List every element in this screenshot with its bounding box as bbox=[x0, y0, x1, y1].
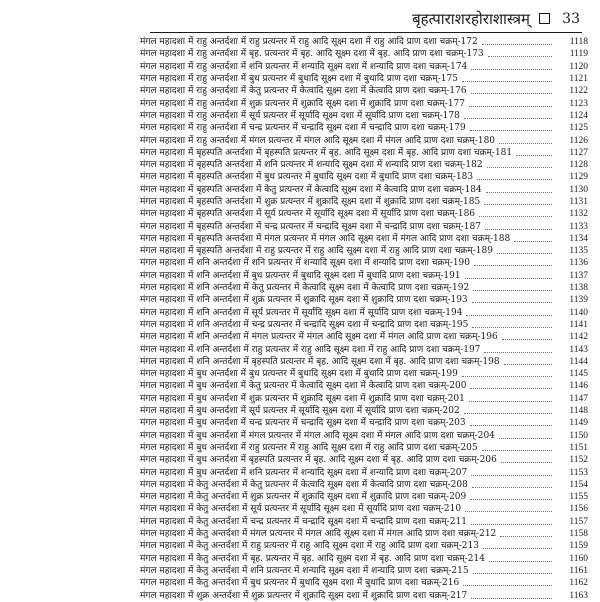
dot-leader bbox=[499, 142, 552, 144]
toc-entry-title: मंगल महादशा में बुध अन्तर्दशा में सूर्य प्रत्यन्तर में सूर्यादि सूक्ष्म दशा में सूर्यादि प्राण दशा चक्रम्-202 bbox=[140, 406, 460, 417]
dot-leader bbox=[485, 228, 552, 230]
toc-entry-title: मंगल महादशा में राहु अन्तर्दशा में बृह. प्रत्यन्तर में बृह. आदि सूक्ष्म दशा में बृह. आदि प्राण दशा चक्रम्-173 bbox=[140, 49, 484, 60]
toc-entry-page: 1128 bbox=[569, 160, 588, 171]
toc-entry bbox=[140, 368, 588, 380]
dot-leader bbox=[464, 117, 552, 119]
toc-entry-title: मंगल महादशा में शनि अन्तर्दशा में बुध प्रत्यन्तर में बुधादि सूक्ष्म दशा में बुधादि प्राण दशा चक्रम्-191 bbox=[140, 270, 461, 281]
toc-entry-page: 1124 bbox=[569, 110, 588, 121]
dot-leader bbox=[465, 277, 552, 279]
toc-entry-page: 1130 bbox=[569, 184, 588, 195]
toc-entry-title: मंगल महादशा में शनि अन्तर्दशा में राहु प्रत्यन्तर में राहु आदि सूक्ष्म दशा में राहु आदि प्राण दशा चक्रम्-197 bbox=[140, 344, 481, 355]
toc-entry-page: 1136 bbox=[569, 258, 588, 269]
dot-leader bbox=[470, 129, 552, 131]
toc-entry-page: 1118 bbox=[569, 37, 588, 48]
toc-entry bbox=[140, 442, 588, 454]
toc-entry bbox=[140, 307, 588, 319]
toc-entry bbox=[140, 233, 588, 245]
toc-entry-page: 1134 bbox=[569, 233, 588, 244]
toc-entry-title: मंगल महादशा में बुध अन्तर्दशा में राहु प्रत्यन्तर में राहु आदि सूक्ष्म दशा में राहु आदि प्राण दशा चक्रम्-205 bbox=[140, 442, 478, 453]
toc-entry-page: 1162 bbox=[569, 578, 588, 589]
toc-entry-page: 1140 bbox=[569, 307, 588, 318]
toc-entry-title: मंगल महादशा में राहु अन्तर्दशा में राहु प्रत्यन्तर में राहु आदि सूक्ष्म दशा में राहु आदि प्राण दशा चक्रम्-172 bbox=[140, 37, 478, 48]
dot-leader bbox=[477, 178, 552, 180]
dot-leader bbox=[472, 301, 552, 303]
toc-entry-page: 1127 bbox=[569, 147, 588, 158]
toc-entry-title: मंगल महादशा में राहु अन्तर्दशा में सूर्य प्रत्यन्तर में सूर्यादि सूक्ष्म दशा में सूर्यादि प्राण दशा चक्रम्-178 bbox=[140, 110, 460, 121]
toc-entry-page: 1138 bbox=[569, 283, 588, 294]
toc-entry-title: मंगल महादशा में शनि अन्तर्दशा में सूर्य प्रत्यन्तर में सूर्यादि सूक्ष्म दशा में सूर्यादि प्राण दशा चक्रम्-194 bbox=[140, 307, 463, 318]
toc-entry bbox=[140, 48, 588, 60]
dot-leader bbox=[471, 523, 552, 525]
toc-entry bbox=[140, 36, 588, 48]
toc-entry-title: मंगल महादशा में केतु अन्तर्दशा में शनि प्रत्यन्तर में शन्यादि सूक्ष्म दशा में शन्यादि प्राण दशा चक्रम्-215 bbox=[140, 565, 469, 576]
running-header bbox=[0, 8, 600, 30]
toc-entry bbox=[140, 122, 588, 134]
toc-entry bbox=[140, 417, 588, 429]
toc-entry bbox=[140, 331, 588, 343]
toc-entry-page: 1135 bbox=[569, 246, 588, 257]
toc-entry bbox=[140, 503, 588, 515]
toc-entry-title: मंगल महादशा में राहु अन्तर्दशा में केतु प्रत्यन्तर में केत्वादि सूक्ष्म दशा में केत्वादि प्राण दशा चक्रम्-176 bbox=[140, 86, 467, 97]
dot-leader bbox=[473, 289, 552, 291]
toc-entry-page: 1141 bbox=[569, 319, 588, 330]
toc-entry-title: मंगल महादशा में बृहस्पति अन्तर्दशा में बुध प्रत्यन्तर में बुधादि सूक्ष्म दशा में बुधादि प्राण दशा चक्रम्-183 bbox=[140, 172, 474, 183]
toc-entry-title: मंगल महादशा में बृहस्पति अन्तर्दशा में मंगल प्रत्यन्तर में मंगल आदि सूक्ष्म दशा में मंगल आदि प्राण दशा चक्रम्-188 bbox=[140, 233, 511, 244]
toc-entry bbox=[140, 528, 588, 540]
toc-entry-title: मंगल महादशा में केतु अन्तर्दशा में चन्द्र प्रत्यन्तर में चन्द्रादि सूक्ष्म दशा में चन्द्रादि प्राण दशा चक्रम्-211 bbox=[140, 516, 467, 527]
dot-leader bbox=[470, 498, 552, 500]
toc-entry-page: 1145 bbox=[569, 369, 588, 380]
toc-entry-title: मंगल महादशा में बुध अन्तर्दशा में चन्द्र प्रत्यन्तर में चन्द्रादि सूक्ष्म दशा में चन्द्रादि प्राण दशा चक्रम्-203 bbox=[140, 418, 466, 429]
toc-entry-page: 1159 bbox=[569, 541, 588, 552]
toc-entry-page: 1120 bbox=[569, 61, 588, 72]
toc-entry-title: मंगल महादशा में केतु अन्तर्दशा में मंगल प्रत्यन्तर में मंगल आदि सूक्ष्म दशा में मंगल आदि प्राण दशा चक्रम्-212 bbox=[140, 529, 497, 540]
dot-leader bbox=[469, 400, 552, 402]
toc-entry bbox=[140, 220, 588, 232]
toc-entry bbox=[140, 245, 588, 257]
toc-entry bbox=[140, 343, 588, 355]
toc-entry-title: मंगल महादशा में बृहस्पति अन्तर्दशा में सूर्य प्रत्यन्तर में सूर्यादि सूक्ष्म दशा में सूर्यादि प्राण दशा चक्रम्-186 bbox=[140, 209, 476, 220]
toc-entry-page: 1133 bbox=[569, 221, 588, 232]
toc-entry bbox=[140, 540, 588, 552]
toc-entry bbox=[140, 405, 588, 417]
toc-entry-title: मंगल महादशा में बुध अन्तर्दशा में बुध प्रत्यन्तर में बुधादि सूक्ष्म दशा में बुधादि प्राण दशा चक्रम्-199 bbox=[140, 369, 458, 380]
toc-entry-title: मंगल महादशा में राहु अन्तर्दशा में मंगल प्रत्यन्तर में मंगल आदि सूक्ष्म दशा में मंगल आदि प्राण दशा चक्रम्-180 bbox=[140, 135, 496, 146]
toc-entry-page: 1137 bbox=[569, 270, 588, 281]
toc-entry bbox=[140, 134, 588, 146]
dot-leader bbox=[471, 68, 552, 70]
toc-entry-page: 1143 bbox=[569, 344, 588, 355]
dot-leader bbox=[500, 535, 552, 537]
toc-entry-title: मंगल महादशा में केतु अन्तर्दशा में सूर्य प्रत्यन्तर में सूर्यादि सूक्ष्म दशा में सूर्यादि प्राण दशा चक्रम्-210 bbox=[140, 504, 462, 515]
dot-leader bbox=[497, 252, 552, 254]
toc-entry-page: 1153 bbox=[569, 467, 588, 478]
toc-entry-title: मंगल महादशा में राहु अन्तर्दशा में शनि प्रत्यन्तर में शन्यादि सूक्ष्म दशा में शन्यादि प्राण दशा चक्रम्-174 bbox=[140, 61, 468, 72]
header-rule bbox=[150, 32, 582, 33]
toc-entry-title: मंगल महादशा में केतु अन्तर्दशा में बृह. प्रत्यन्तर में बृह. आदि सूक्ष्म दशा में बृह. आदि प्राण दशा चक्रम्-214 bbox=[140, 553, 485, 564]
toc-entry-title: मंगल महादशा में शनि अन्तर्दशा में शुक्र प्रत्यन्तर में शुक्रादि सूक्ष्म दशा में शुक्रादि प्राण दशा चक्रम्-193 bbox=[140, 295, 468, 306]
toc-entry-page: 1148 bbox=[569, 406, 588, 417]
toc-entry-page: 1157 bbox=[569, 516, 588, 527]
dot-leader bbox=[482, 449, 552, 451]
toc-entry bbox=[140, 516, 588, 528]
dot-leader bbox=[470, 387, 552, 389]
toc-entry bbox=[140, 430, 588, 442]
toc-entry-page: 1125 bbox=[569, 123, 588, 134]
toc-entry bbox=[140, 73, 588, 85]
dot-leader bbox=[514, 240, 552, 242]
toc-entry-page: 1147 bbox=[569, 393, 588, 404]
dot-leader bbox=[473, 572, 552, 574]
dot-leader bbox=[471, 597, 552, 599]
toc-entry-page: 1151 bbox=[569, 442, 588, 453]
toc-entry bbox=[140, 552, 588, 564]
dot-leader bbox=[487, 166, 552, 168]
dot-leader bbox=[488, 55, 552, 57]
toc-entry-title: मंगल महादशा में राहु अन्तर्दशा में बुध प्रत्यन्तर में बुधादि सूक्ष्म दशा में बुधादि प्राण दशा चक्रम्-175 bbox=[140, 74, 458, 85]
toc-entry bbox=[140, 184, 588, 196]
toc-entry bbox=[140, 577, 588, 589]
toc-entry bbox=[140, 196, 588, 208]
toc-entry bbox=[140, 294, 588, 306]
toc-entry bbox=[140, 565, 588, 577]
dot-leader bbox=[472, 486, 552, 488]
toc-entry bbox=[140, 97, 588, 109]
toc-entry-page: 1161 bbox=[569, 565, 588, 576]
book-title: बृहत्पाराशरहोराशास्त्रम् bbox=[412, 10, 530, 28]
dot-leader bbox=[470, 424, 552, 426]
square-ornament-icon bbox=[539, 13, 550, 24]
toc-entry-page: 1122 bbox=[569, 86, 588, 97]
toc-entry-title: मंगल महादशा में शनि अन्तर्दशा में केतु प्रत्यन्तर में केत्वादि सूक्ष्म दशा में केत्वादि प्राण दशा चक्रम्-192 bbox=[140, 283, 470, 294]
toc-entry-title: मंगल महादशा में बुध अन्तर्दशा में मंगल प्रत्यन्तर में मंगल आदि सूक्ष्म दशा में मंगल आदि प्राण दशा चक्रम्-204 bbox=[140, 430, 495, 441]
dot-leader bbox=[504, 363, 552, 365]
toc-entry bbox=[140, 171, 588, 183]
toc-entry-title: मंगल महादशा में केतु अन्तर्दशा में शुक्र प्रत्यन्तर में शुक्रादि सूक्ष्म दशा में शुक्रादि प्राण दशा चक्रम्-209 bbox=[140, 492, 467, 503]
toc-entry bbox=[140, 61, 588, 73]
toc-entry-title: मंगल महादशा में बृहस्पति अन्तर्दशा में बृहस्पति प्रत्यन्तर में बृह. आदि सूक्ष्म दशा में बृह. आदि प्राण दशा चक्रम्-181 bbox=[140, 147, 513, 158]
toc-entry-page: 1150 bbox=[569, 430, 588, 441]
dot-leader bbox=[462, 80, 552, 82]
dot-leader bbox=[501, 461, 552, 463]
toc-entry-title: मंगल महादशा में बृहस्पति अन्तर्दशा में शनि प्रत्यन्तर में शन्यादि सूक्ष्म दशा में शन्यादि प्राण दशा चक्रम्-182 bbox=[140, 160, 483, 171]
toc-entry bbox=[140, 257, 588, 269]
dot-leader bbox=[471, 92, 552, 94]
toc-entry bbox=[140, 491, 588, 503]
toc-entry bbox=[140, 282, 588, 294]
toc-entry bbox=[140, 110, 588, 122]
toc-entry-title: मंगल महादशा में शुक्र अन्तर्दशा में शुक्र प्रत्यन्तर में शुक्रादि सूक्ष्म दशा में शुक्रादि प्राण दशा चक्रम्-217 bbox=[140, 590, 468, 601]
toc-entry bbox=[140, 319, 588, 331]
toc-entry-title: मंगल महादशा में बृहस्पति अन्तर्दशा में चन्द्र प्रत्यन्तर में चन्द्रादि सूक्ष्म दशा में चन्द्रादि प्राण दशा चक्रम्-187 bbox=[140, 221, 481, 232]
toc-entry-page: 1121 bbox=[569, 74, 588, 85]
dot-leader bbox=[499, 437, 552, 439]
toc-entry-page: 1119 bbox=[569, 49, 588, 60]
toc-entry-title: मंगल महादशा में बृहस्पति अन्तर्दशा में राहु प्रत्यन्तर में राहु आदि सूक्ष्म दशा में राहु आदि प्राण दशा चक्रम्-189 bbox=[140, 246, 493, 257]
toc-entry-title: मंगल महादशा में बुध अन्तर्दशा में केतु प्रत्यन्तर में केत्वादि सूक्ष्म दशा में केत्वादि प्राण दशा चक्रम्-200 bbox=[140, 381, 467, 392]
toc-entry-page: 1156 bbox=[569, 504, 588, 515]
toc-entry bbox=[140, 159, 588, 171]
toc-entry-page: 1123 bbox=[569, 98, 588, 109]
toc-entry bbox=[140, 208, 588, 220]
toc-entry-page: 1146 bbox=[569, 381, 588, 392]
dot-leader bbox=[484, 203, 552, 205]
toc-entry-title: मंगल महादशा में शनि अन्तर्दशा में बृहस्पति प्रत्यन्तर में बृह. आदि सूक्ष्म दशा में बृह. आदि प्राण दशा चक्रम्-198 bbox=[140, 356, 500, 367]
dot-leader bbox=[479, 215, 552, 217]
toc-entry-page: 1144 bbox=[569, 356, 588, 367]
toc-entry-page: 1163 bbox=[569, 590, 588, 601]
dot-leader bbox=[471, 474, 552, 476]
dot-leader bbox=[483, 547, 552, 549]
toc-entry bbox=[140, 479, 588, 491]
toc-entry bbox=[140, 466, 588, 478]
toc-entry bbox=[140, 380, 588, 392]
toc-entry-page: 1142 bbox=[569, 332, 588, 343]
dot-leader bbox=[469, 105, 552, 107]
toc-entry-page: 1131 bbox=[569, 197, 588, 207]
dot-leader bbox=[489, 560, 552, 562]
dot-leader bbox=[482, 43, 552, 45]
toc-entry-title: मंगल महादशा में केतु अन्तर्दशा में बुध प्रत्यन्तर में बुधादि सूक्ष्म दशा में बुधादि प्राण दशा चक्रम्-216 bbox=[140, 578, 460, 589]
toc-entry-page: 1149 bbox=[569, 418, 588, 429]
toc-entry-page: 1152 bbox=[569, 455, 588, 466]
dot-leader bbox=[484, 351, 552, 353]
toc-entry bbox=[140, 147, 588, 159]
dot-leader bbox=[474, 264, 552, 266]
toc-entry-page: 1129 bbox=[569, 172, 588, 183]
dot-leader bbox=[502, 338, 552, 340]
toc-entry-page: 1132 bbox=[569, 209, 588, 220]
toc-entry-title: मंगल महादशा में शनि अन्तर्दशा में चन्द्र प्रत्यन्तर में चन्द्रादि सूक्ष्म दशा में चन्द्रादि प्राण दशा चक्रम्-195 bbox=[140, 319, 469, 330]
contents-list bbox=[140, 36, 588, 602]
toc-entry-title: मंगल महादशा में राहु अन्तर्दशा में शुक्र प्रत्यन्तर में शुक्रादि सूक्ष्म दशा में शुक्रादि प्राण दशा चक्रम्-177 bbox=[140, 98, 466, 109]
dot-leader bbox=[463, 584, 552, 586]
toc-entry bbox=[140, 393, 588, 405]
toc-entry-title: मंगल महादशा में बुध अन्तर्दशा में शुक्र प्रत्यन्तर में शुक्रादि सूक्ष्म दशा में शुक्रादि प्राण दशा चक्रम्-201 bbox=[140, 393, 465, 404]
dot-leader bbox=[465, 510, 552, 512]
dot-leader bbox=[464, 412, 552, 414]
page-number: 33 bbox=[562, 11, 580, 27]
toc-entry-page: 1155 bbox=[569, 492, 588, 503]
dot-leader bbox=[472, 326, 552, 328]
toc-entry bbox=[140, 85, 588, 97]
dot-leader bbox=[486, 191, 552, 193]
toc-entry bbox=[140, 356, 588, 368]
toc-entry-title: मंगल महादशा में केतु अन्तर्दशा में केतु प्रत्यन्तर में केत्वादि सूक्ष्म दशा में केत्वादि प्राण दशा चक्रम्-208 bbox=[140, 479, 468, 490]
dot-leader bbox=[466, 314, 552, 316]
toc-entry bbox=[140, 454, 588, 466]
toc-entry-title: मंगल महादशा में बृहस्पति अन्तर्दशा में केतु प्रत्यन्तर में केत्वादि सूक्ष्म दशा में केत्वादि प्राण दशा चक्रम्-184 bbox=[140, 184, 482, 195]
toc-entry-title: मंगल महादशा में शनि अन्तर्दशा में शनि प्रत्यन्तर में शन्यादि सूक्ष्म दशा में शन्यादि प्राण दशा चक्रम्-190 bbox=[140, 258, 471, 269]
dot-leader bbox=[462, 375, 552, 377]
toc-entry-title: मंगल महादशा में राहु अन्तर्दशा में चन्द्र प्रत्यन्तर में चन्द्रादि सूक्ष्म दशा में चन्द्रादि प्राण दशा चक्रम्-179 bbox=[140, 123, 466, 134]
toc-entry-page: 1158 bbox=[569, 529, 588, 540]
toc-entry-page: 1126 bbox=[569, 135, 588, 146]
toc-entry-title: मंगल महादशा में बृहस्पति अन्तर्दशा में शुक्र प्रत्यन्तर में शुक्रादि सूक्ष्म दशा में शुक्रादि प्राण दशा चक्रम्-185 bbox=[140, 197, 481, 207]
toc-entry-page: 1160 bbox=[569, 553, 588, 564]
toc-entry-title: मंगल महादशा में बुध अन्तर्दशा में बृहस्पति प्रत्यन्तर में बृह. आदि सूक्ष्म दशा में बृह. आदि प्राण दशा चक्रम्-206 bbox=[140, 455, 497, 466]
dot-leader bbox=[516, 154, 552, 156]
toc-entry-title: मंगल महादशा में बुध अन्तर्दशा में शनि प्रत्यन्तर में शन्यादि सूक्ष्म दशा में शन्यादि प्राण दशा चक्रम्-207 bbox=[140, 467, 468, 478]
toc-entry-title: मंगल महादशा में शनि अन्तर्दशा में मंगल प्रत्यन्तर में मंगल आदि सूक्ष्म दशा में मंगल आदि प्राण दशा चक्रम्-196 bbox=[140, 332, 498, 343]
toc-entry-title: मंगल महादशा में केतु अन्तर्दशा में राहु प्रत्यन्तर में राहु आदि सूक्ष्म दशा में राहु आदि प्राण दशा चक्रम्-213 bbox=[140, 541, 479, 552]
toc-entry-page: 1139 bbox=[569, 295, 588, 306]
toc-entry bbox=[140, 270, 588, 282]
toc-entry-page: 1154 bbox=[569, 479, 588, 490]
